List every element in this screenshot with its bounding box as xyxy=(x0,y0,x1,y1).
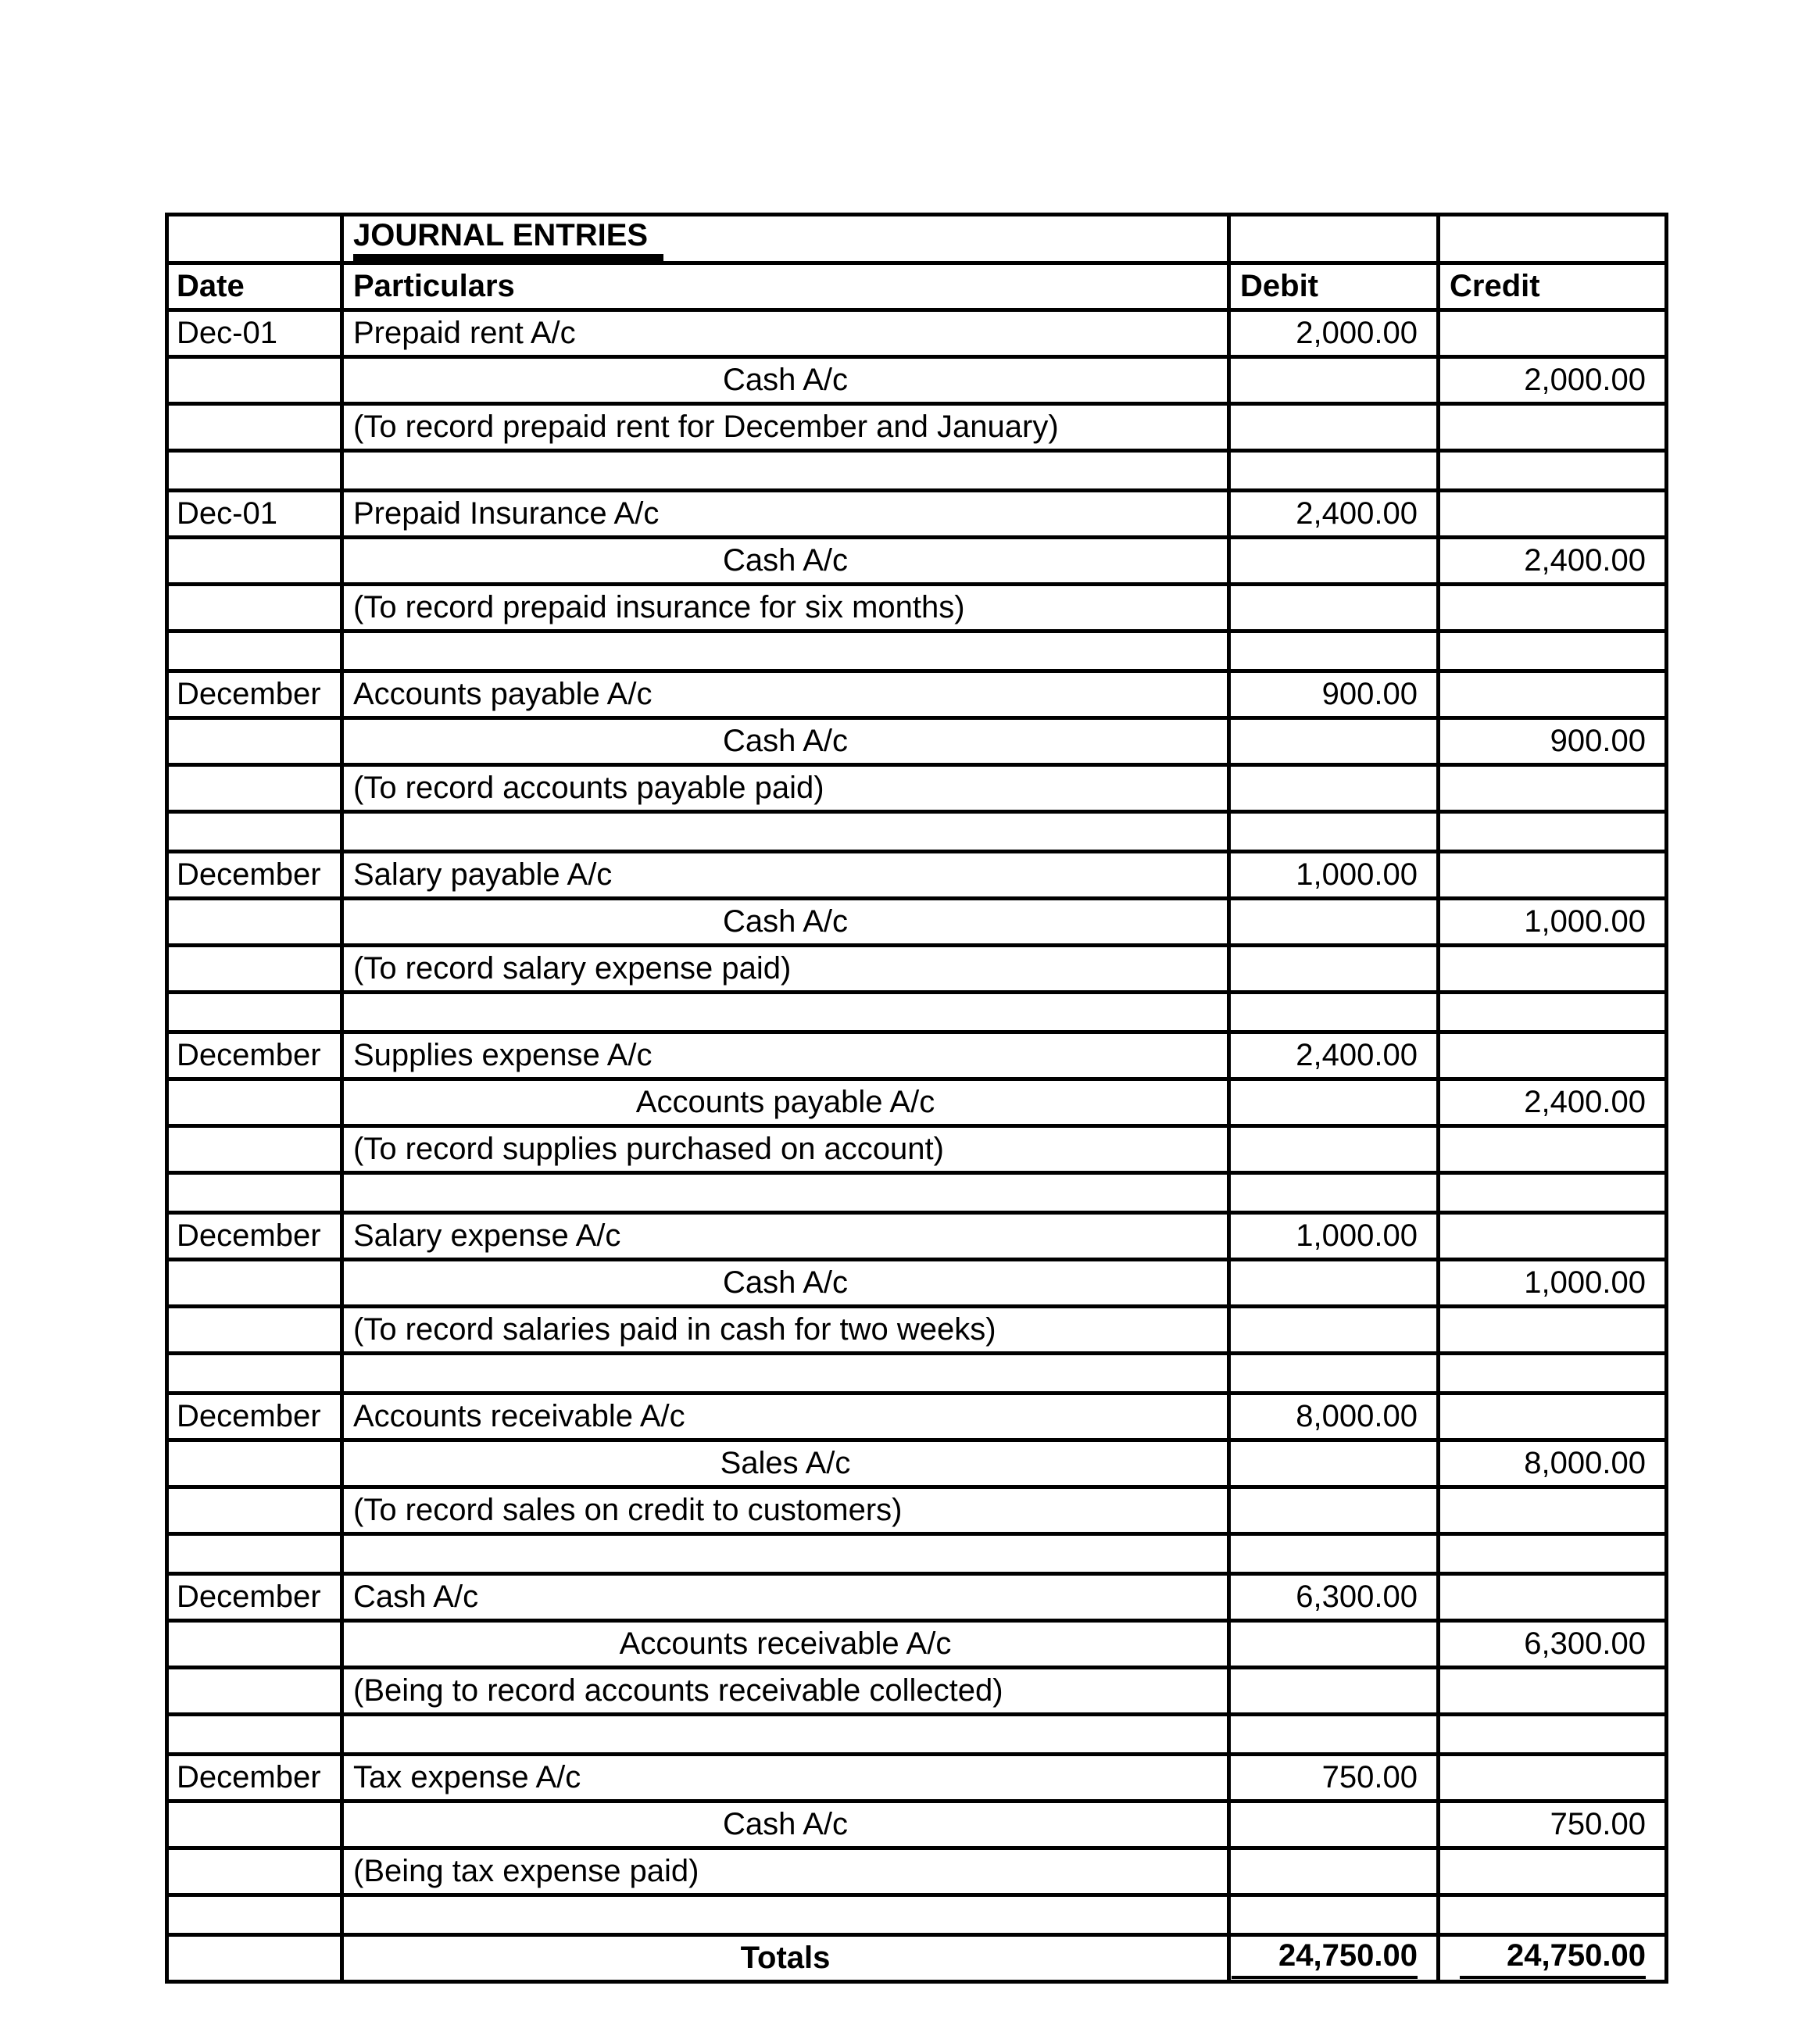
entry-credit-amount-cell: 900.00 xyxy=(1439,718,1667,765)
entry-empty-credit-cell xyxy=(1439,404,1667,451)
entry-empty-credit-cell xyxy=(1439,1755,1667,1802)
spacer-date-cell xyxy=(167,812,342,852)
spacer-debit-cell xyxy=(1229,1715,1439,1755)
entry-debit-row xyxy=(167,1574,1667,1621)
entry-credit-row xyxy=(167,1440,1667,1487)
spacer-row xyxy=(167,1173,1667,1213)
entry-credit-row xyxy=(167,1079,1667,1126)
entry-credit-account-cell: Cash A/c xyxy=(342,1260,1229,1307)
entry-empty-credit-cell xyxy=(1439,1487,1667,1534)
column-header-debit: Debit xyxy=(1229,263,1439,310)
entry-empty-debit-cell xyxy=(1229,899,1439,946)
entry-credit-row xyxy=(167,899,1667,946)
entry-date-cell: Dec-01 xyxy=(167,491,342,538)
entry-credit-account-cell: Cash A/c xyxy=(342,357,1229,404)
entry-date-cell: December xyxy=(167,1032,342,1079)
column-header-particulars: Particulars xyxy=(342,263,1229,310)
entry-narration-cell: (To record prepaid rent for December and January) xyxy=(342,404,1229,451)
spacer-debit-cell xyxy=(1229,1895,1439,1935)
spacer-debit-cell xyxy=(1229,1354,1439,1394)
entry-narration-row xyxy=(167,404,1667,451)
entry-debit-row xyxy=(167,1755,1667,1802)
title-cell xyxy=(342,215,1229,263)
entry-debit-amount-cell: 6,300.00 xyxy=(1229,1574,1439,1621)
entry-empty-debit-cell xyxy=(1229,357,1439,404)
entry-empty-debit-cell xyxy=(1229,1079,1439,1126)
entry-empty-date-cell xyxy=(167,899,342,946)
totals-row xyxy=(167,1935,1667,1982)
entry-empty-credit-cell xyxy=(1439,585,1667,632)
entry-empty-credit-cell xyxy=(1439,1574,1667,1621)
entry-empty-debit-cell xyxy=(1229,538,1439,585)
entry-empty-date-cell xyxy=(167,1848,342,1895)
entry-empty-date-cell xyxy=(167,765,342,812)
spacer-particulars-cell xyxy=(342,451,1229,491)
spacer-particulars-cell xyxy=(342,993,1229,1032)
entry-credit-amount-cell: 1,000.00 xyxy=(1439,899,1667,946)
entry-debit-row xyxy=(167,491,1667,538)
entry-narration-cell: (Being to record accounts receivable collected) xyxy=(342,1668,1229,1715)
entry-empty-debit-cell xyxy=(1229,765,1439,812)
entry-debit-row xyxy=(167,310,1667,357)
entry-empty-credit-cell xyxy=(1439,491,1667,538)
spacer-credit-cell xyxy=(1439,451,1667,491)
entry-debit-account-cell: Accounts payable A/c xyxy=(342,671,1229,718)
entry-credit-amount-cell: 2,000.00 xyxy=(1439,357,1667,404)
spacer-particulars-cell xyxy=(342,1173,1229,1213)
entry-empty-debit-cell xyxy=(1229,946,1439,993)
entry-empty-date-cell xyxy=(167,1487,342,1534)
entry-credit-row xyxy=(167,538,1667,585)
spacer-credit-cell xyxy=(1439,1895,1667,1935)
entry-debit-amount-cell: 750.00 xyxy=(1229,1755,1439,1802)
entry-date-cell: December xyxy=(167,1574,342,1621)
spacer-row xyxy=(167,1715,1667,1755)
entry-debit-amount-cell: 1,000.00 xyxy=(1229,852,1439,899)
entry-narration-row xyxy=(167,1307,1667,1354)
entry-date-cell: December xyxy=(167,1755,342,1802)
title-row xyxy=(167,215,1667,263)
entry-debit-account-cell: Prepaid Insurance A/c xyxy=(342,491,1229,538)
spacer-debit-cell xyxy=(1229,812,1439,852)
entry-narration-cell: (To record sales on credit to customers) xyxy=(342,1487,1229,1534)
entry-debit-account-cell: Salary payable A/c xyxy=(342,852,1229,899)
spacer-credit-cell xyxy=(1439,1534,1667,1574)
entry-credit-amount-cell: 8,000.00 xyxy=(1439,1440,1667,1487)
entry-empty-debit-cell xyxy=(1229,718,1439,765)
entry-empty-credit-cell xyxy=(1439,852,1667,899)
entry-narration-cell: (To record salaries paid in cash for two weeks) xyxy=(342,1307,1229,1354)
entry-credit-row xyxy=(167,1802,1667,1848)
spacer-credit-cell xyxy=(1439,1715,1667,1755)
spacer-particulars-cell xyxy=(342,632,1229,671)
entry-narration-row xyxy=(167,1126,1667,1173)
entry-empty-date-cell xyxy=(167,1126,342,1173)
totals-credit-amount: 24,750.00 xyxy=(1460,1938,1646,1979)
entry-date-cell: December xyxy=(167,1394,342,1440)
page-title: JOURNAL ENTRIES xyxy=(353,216,663,261)
entry-debit-row xyxy=(167,671,1667,718)
column-header-credit: Credit xyxy=(1439,263,1667,310)
entry-debit-account-cell: Accounts receivable A/c xyxy=(342,1394,1229,1440)
spacer-date-cell xyxy=(167,1173,342,1213)
totals-date-cell xyxy=(167,1935,342,1982)
spacer-debit-cell xyxy=(1229,1534,1439,1574)
entry-debit-amount-cell: 900.00 xyxy=(1229,671,1439,718)
entry-date-cell: December xyxy=(167,671,342,718)
entry-empty-credit-cell xyxy=(1439,1032,1667,1079)
entry-narration-row xyxy=(167,1848,1667,1895)
spacer-date-cell xyxy=(167,1534,342,1574)
title-debit-cell xyxy=(1229,215,1439,263)
entry-credit-account-cell: Cash A/c xyxy=(342,1802,1229,1848)
entry-debit-row xyxy=(167,1394,1667,1440)
entry-empty-credit-cell xyxy=(1439,765,1667,812)
entry-narration-cell: (Being tax expense paid) xyxy=(342,1848,1229,1895)
entry-empty-date-cell xyxy=(167,585,342,632)
entry-narration-cell: (To record salary expense paid) xyxy=(342,946,1229,993)
entry-narration-row xyxy=(167,1668,1667,1715)
entry-empty-debit-cell xyxy=(1229,1487,1439,1534)
entry-debit-account-cell: Cash A/c xyxy=(342,1574,1229,1621)
entry-empty-debit-cell xyxy=(1229,1440,1439,1487)
entry-debit-row xyxy=(167,1032,1667,1079)
entry-empty-date-cell xyxy=(167,718,342,765)
totals-debit-amount: 24,750.00 xyxy=(1232,1938,1418,1979)
entries-body xyxy=(167,310,1667,1935)
spacer-particulars-cell xyxy=(342,1715,1229,1755)
entry-empty-credit-cell xyxy=(1439,310,1667,357)
spacer-row xyxy=(167,1354,1667,1394)
entry-empty-date-cell xyxy=(167,1802,342,1848)
entry-credit-amount-cell: 2,400.00 xyxy=(1439,538,1667,585)
title-date-cell xyxy=(167,215,342,263)
entry-credit-row xyxy=(167,1621,1667,1668)
entry-empty-debit-cell xyxy=(1229,1126,1439,1173)
entry-empty-date-cell xyxy=(167,1260,342,1307)
entry-empty-credit-cell xyxy=(1439,1668,1667,1715)
entry-empty-credit-cell xyxy=(1439,1307,1667,1354)
entry-empty-date-cell xyxy=(167,1668,342,1715)
entry-narration-row xyxy=(167,946,1667,993)
spacer-debit-cell xyxy=(1229,1173,1439,1213)
entry-empty-date-cell xyxy=(167,1621,342,1668)
entry-debit-amount-cell: 8,000.00 xyxy=(1229,1394,1439,1440)
spacer-date-cell xyxy=(167,1354,342,1394)
spacer-particulars-cell xyxy=(342,1534,1229,1574)
entry-debit-row xyxy=(167,852,1667,899)
entry-narration-cell: (To record accounts payable paid) xyxy=(342,765,1229,812)
entry-narration-cell: (To record supplies purchased on account) xyxy=(342,1126,1229,1173)
entry-empty-date-cell xyxy=(167,946,342,993)
spacer-row xyxy=(167,451,1667,491)
entry-credit-account-cell: Cash A/c xyxy=(342,718,1229,765)
entry-credit-account-cell: Cash A/c xyxy=(342,899,1229,946)
entry-debit-account-cell: Prepaid rent A/c xyxy=(342,310,1229,357)
spacer-row xyxy=(167,1895,1667,1935)
entry-debit-account-cell: Supplies expense A/c xyxy=(342,1032,1229,1079)
totals-label: Totals xyxy=(342,1935,1229,1982)
entry-empty-credit-cell xyxy=(1439,1394,1667,1440)
spacer-credit-cell xyxy=(1439,1173,1667,1213)
spacer-debit-cell xyxy=(1229,993,1439,1032)
spacer-credit-cell xyxy=(1439,993,1667,1032)
spacer-credit-cell xyxy=(1439,632,1667,671)
spacer-particulars-cell xyxy=(342,812,1229,852)
entry-empty-debit-cell xyxy=(1229,1307,1439,1354)
entry-empty-date-cell xyxy=(167,1307,342,1354)
entry-empty-credit-cell xyxy=(1439,671,1667,718)
totals-debit-cell xyxy=(1229,1935,1439,1982)
spacer-debit-cell xyxy=(1229,632,1439,671)
entry-empty-debit-cell xyxy=(1229,1668,1439,1715)
totals-credit-cell xyxy=(1439,1935,1667,1982)
entry-empty-credit-cell xyxy=(1439,1213,1667,1260)
spacer-date-cell xyxy=(167,632,342,671)
entry-debit-row xyxy=(167,1213,1667,1260)
spacer-row xyxy=(167,632,1667,671)
entry-credit-amount-cell: 2,400.00 xyxy=(1439,1079,1667,1126)
entry-empty-debit-cell xyxy=(1229,1848,1439,1895)
entry-debit-amount-cell: 1,000.00 xyxy=(1229,1213,1439,1260)
entry-debit-amount-cell: 2,400.00 xyxy=(1229,491,1439,538)
entry-empty-date-cell xyxy=(167,1440,342,1487)
spacer-row xyxy=(167,993,1667,1032)
spacer-credit-cell xyxy=(1439,1354,1667,1394)
entry-empty-date-cell xyxy=(167,1079,342,1126)
spacer-date-cell xyxy=(167,1715,342,1755)
entry-empty-debit-cell xyxy=(1229,404,1439,451)
title-credit-cell xyxy=(1439,215,1667,263)
spacer-particulars-cell xyxy=(342,1354,1229,1394)
entry-date-cell: Dec-01 xyxy=(167,310,342,357)
spacer-particulars-cell xyxy=(342,1895,1229,1935)
entry-date-cell: December xyxy=(167,852,342,899)
entry-credit-row xyxy=(167,718,1667,765)
spacer-credit-cell xyxy=(1439,812,1667,852)
entry-narration-row xyxy=(167,585,1667,632)
entry-credit-amount-cell: 6,300.00 xyxy=(1439,1621,1667,1668)
column-header-date: Date xyxy=(167,263,342,310)
entry-date-cell: December xyxy=(167,1213,342,1260)
spacer-date-cell xyxy=(167,993,342,1032)
entry-credit-row xyxy=(167,1260,1667,1307)
entry-empty-date-cell xyxy=(167,538,342,585)
spacer-date-cell xyxy=(167,451,342,491)
entry-empty-debit-cell xyxy=(1229,1621,1439,1668)
spacer-date-cell xyxy=(167,1895,342,1935)
entry-debit-amount-cell: 2,400.00 xyxy=(1229,1032,1439,1079)
entry-narration-cell: (To record prepaid insurance for six months) xyxy=(342,585,1229,632)
entry-empty-date-cell xyxy=(167,404,342,451)
entry-empty-date-cell xyxy=(167,357,342,404)
entry-credit-account-cell: Cash A/c xyxy=(342,538,1229,585)
journal-entries-table xyxy=(165,213,1668,1984)
spacer-row xyxy=(167,812,1667,852)
entry-debit-amount-cell: 2,000.00 xyxy=(1229,310,1439,357)
entry-empty-debit-cell xyxy=(1229,1802,1439,1848)
entry-debit-account-cell: Salary expense A/c xyxy=(342,1213,1229,1260)
entry-empty-debit-cell xyxy=(1229,1260,1439,1307)
entry-credit-account-cell: Accounts receivable A/c xyxy=(342,1621,1229,1668)
entry-credit-account-cell: Accounts payable A/c xyxy=(342,1079,1229,1126)
entry-credit-account-cell: Sales A/c xyxy=(342,1440,1229,1487)
entry-empty-credit-cell xyxy=(1439,946,1667,993)
entry-empty-debit-cell xyxy=(1229,585,1439,632)
entry-empty-credit-cell xyxy=(1439,1848,1667,1895)
entry-narration-row xyxy=(167,765,1667,812)
entry-empty-credit-cell xyxy=(1439,1126,1667,1173)
entry-credit-amount-cell: 1,000.00 xyxy=(1439,1260,1667,1307)
spacer-debit-cell xyxy=(1229,451,1439,491)
entry-debit-account-cell: Tax expense A/c xyxy=(342,1755,1229,1802)
header-row xyxy=(167,263,1667,310)
entry-narration-row xyxy=(167,1487,1667,1534)
spacer-row xyxy=(167,1534,1667,1574)
entry-credit-amount-cell: 750.00 xyxy=(1439,1802,1667,1848)
entry-credit-row xyxy=(167,357,1667,404)
